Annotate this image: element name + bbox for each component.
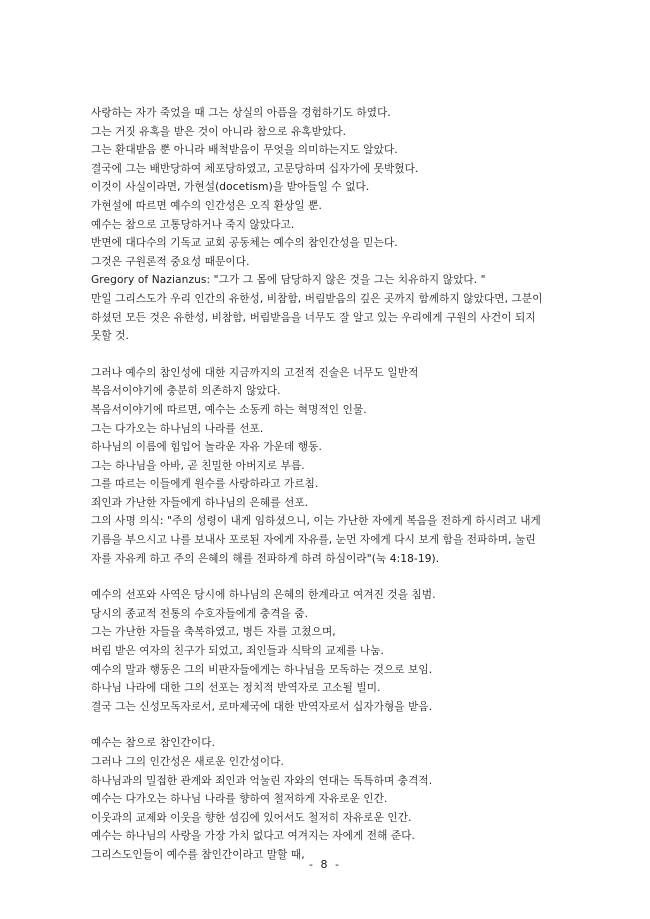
paragraph-gap (91, 716, 566, 734)
text-line: 그는 환대받음 뿐 아니라 배척받음이 무엇을 의미하는지도 알았다. (91, 144, 398, 157)
paragraph-3 (91, 586, 566, 716)
text-line: 복음서이야기에 충분히 의존하지 않았다. (91, 385, 281, 398)
text-line: 결국에 그는 배반당하여 체포당하였고, 고문당하며 십자가에 못박혔다. (91, 162, 419, 175)
text-line: 하나님 나라에 대한 그의 선포는 정치적 반역자로 고소될 빌미. (91, 682, 381, 695)
text-line: 예수는 다가오는 하나님 나라를 향하여 철저하게 자유로운 인간. (91, 793, 388, 806)
paragraph-1 (91, 104, 566, 346)
text-line: 사랑하는 자가 죽었을 때 그는 상실의 아픔을 경험하기도 하였다. (91, 107, 391, 119)
text-line: 버림 받은 여자의 친구가 되었고, 죄인들과 식탁의 교제를 나눔. (91, 645, 385, 658)
text-line: 예수는 참으로 참인간이다. (91, 737, 216, 750)
text-line: 죄인과 가난한 자들에게 하나님의 은혜를 선포. (91, 496, 309, 509)
text-line: 자를 자유케 하고 주의 은혜의 해를 전파하게 하려 하심이라"(눅 4:18-19). (91, 552, 440, 565)
text-line: 그것은 구원론적 중요성 때문이다. (91, 255, 250, 268)
text-line: 복음서이야기에 따르면, 예수는 소동케 하는 혁명적인 인물. (91, 403, 367, 416)
text-line: 결국 그는 신성모독자로서, 로마제국에 대한 반역자로서 십자가형을 받음. (91, 700, 433, 713)
text-line: 예수는 하나님의 사랑을 가장 가치 없다고 여겨지는 자에게 전해 준다. (91, 830, 416, 843)
text-line: 그는 가난한 자들을 축복하였고, 병든 자를 고쳤으며, (91, 626, 336, 639)
text-line: 예수의 말과 행동은 그의 비판자들에게는 하나님을 모독하는 것으로 보임. (91, 663, 433, 676)
text-line: 당시의 종교적 전통의 수호자들에게 충격을 줌. (91, 607, 309, 620)
text-line: 이웃과의 교제와 이웃을 향한 섬김에 있어서도 철저히 자유로운 인간. (91, 811, 412, 824)
text-line: 이것이 사실이라면, 가현설(docetism)을 받아들일 수 없다. (91, 181, 370, 194)
text-line: 그러나 그의 인간성은 새로운 인간성이다. (91, 756, 285, 768)
paragraph-2 (91, 364, 566, 569)
text-line: 반면에 대다수의 기독교 교회 공동체는 예수의 참인간성을 믿는다. (91, 237, 398, 250)
text-line: 만일 그리스도가 우리 인간의 유한성, 비참함, 버림받음의 깊은 곳까지 함께하지 않았다면, 그분이 (91, 292, 543, 305)
text-line: 예수의 선포와 사역은 당시에 하나님의 은혜의 한계라고 여겨진 것을 침범. (91, 589, 436, 602)
paragraph-4 (91, 734, 566, 864)
text-line: 하나님의 이름에 힘입어 놀라운 자유 가운데 행동. (91, 441, 322, 454)
text-line: 하셨던 모든 것은 유한성, 비참함, 버림받음을 너무도 잘 알고 있는 우리에게 구원의 사건이 되지 (91, 311, 536, 324)
text-line: 그를 따르는 이들에게 원수를 사랑하라고 가르침. (91, 478, 319, 491)
text-line: 예수는 참으로 고통당하거나 죽지 않았다고. (91, 218, 295, 231)
text-line: 그는 거짓 유혹을 받은 것이 아니라 참으로 유혹받았다. (91, 125, 347, 138)
text-line: 그의 사명 의식: "주의 성령이 내게 임하셨으니, 이는 가난한 자에게 복음을 전하게 하시려고 내게 (91, 515, 541, 528)
text-line: 기름을 부으시고 나를 보내사 포로된 자에게 자유를, 눈먼 자에게 다시 보게 함을 전파하며, 눌린 (91, 534, 536, 547)
page-number: - 8 - (309, 858, 341, 871)
text-line: Gregory of Nazianzus: "그가 그 몸에 담당하지 않은 것을 그는 치유하지 않았다. " (91, 274, 486, 287)
text-line: 그러나 예수의 참인성에 대한 지금까지의 고전적 진술은 너무도 일반적 (91, 366, 419, 379)
page-body (91, 104, 566, 865)
paragraph-gap (91, 568, 566, 586)
paragraph-gap (91, 346, 566, 364)
text-line: 못할 것. (91, 330, 129, 343)
text-line: 하나님과의 밀접한 관계와 죄인과 억눌린 자와의 연대는 독특하며 충격적. (91, 774, 433, 787)
text-line: 그는 하나님을 아바, 곧 친밀한 아버지로 부름. (91, 459, 305, 472)
text-line: 가현설에 따르면 예수의 인간성은 오직 환상일 뿐. (91, 199, 322, 212)
text-line: 그리스도인들이 예수를 참인간이라고 말할 때, (91, 848, 305, 861)
text-line: 그는 다가오는 하나님의 나라를 선포. (91, 422, 264, 435)
